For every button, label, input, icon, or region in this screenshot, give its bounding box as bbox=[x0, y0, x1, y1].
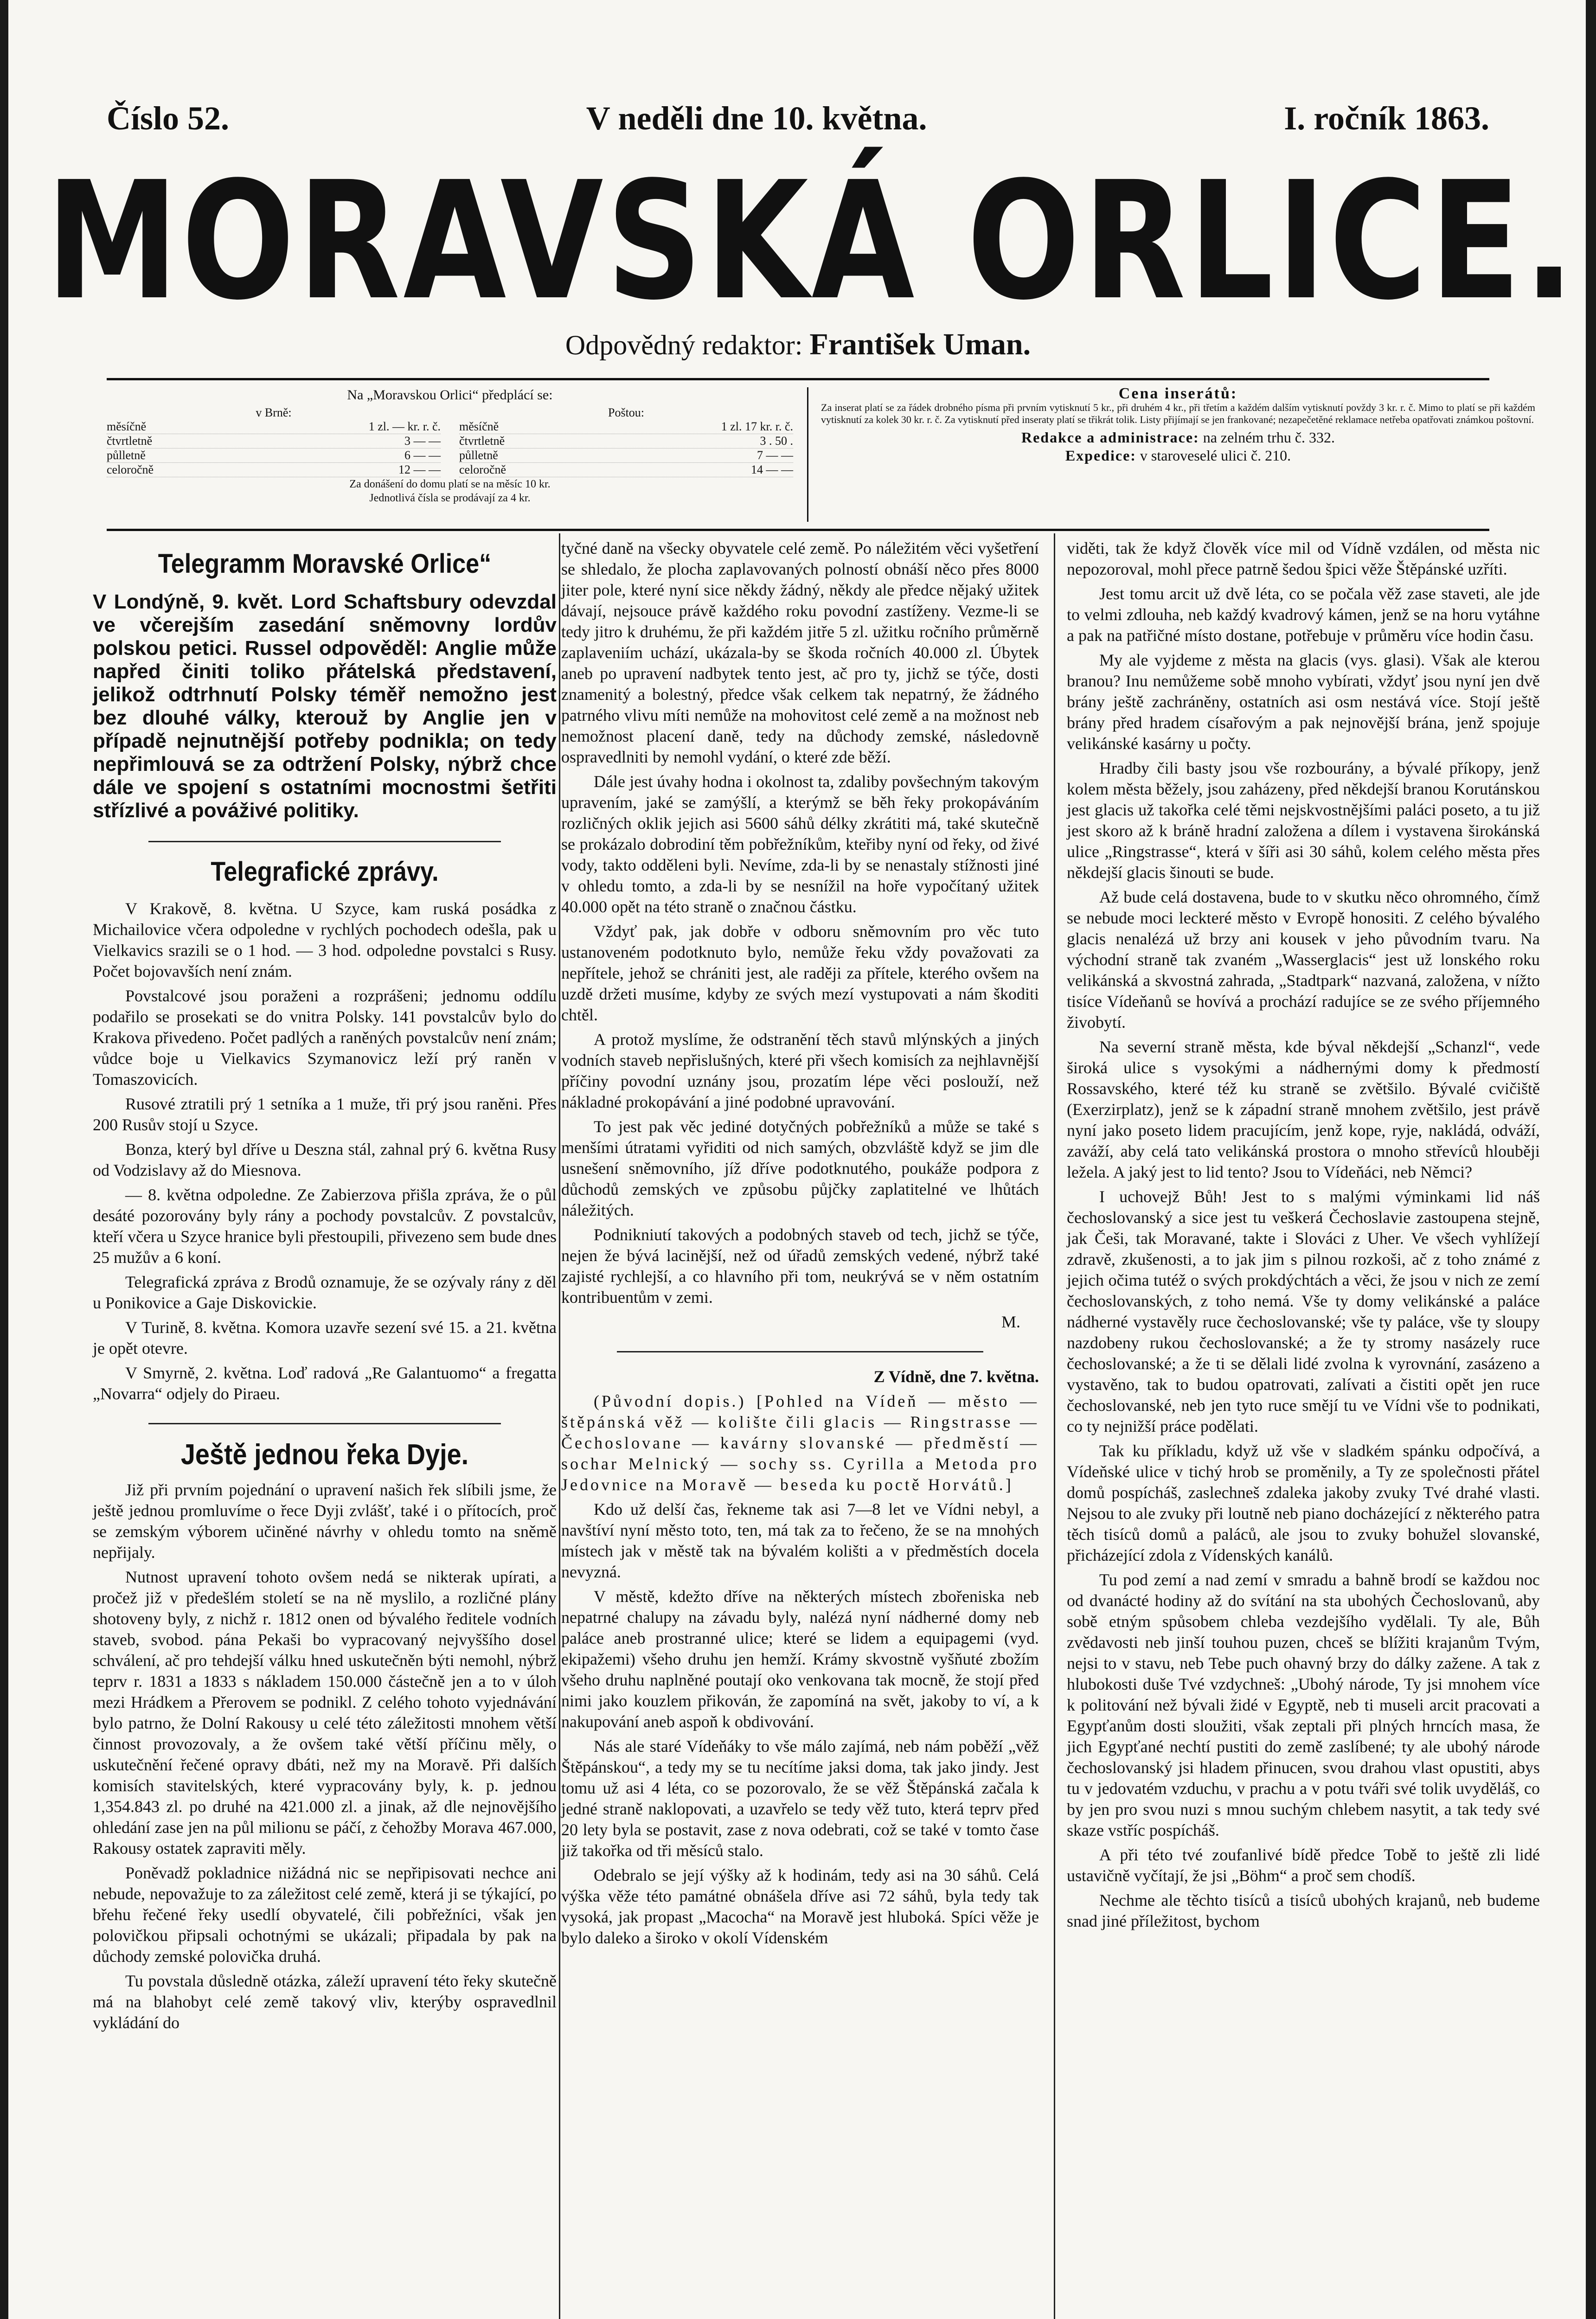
ads-box bbox=[816, 387, 1540, 522]
section-separator bbox=[148, 1423, 501, 1424]
article-paragraph: Odebralo se její výšky až k hodinám, tedy asi na 30 sáhů. Celá výška věže této památné obnášela dříve asi 72 sáhů, byla tedy tak vysoká, jak propast „Macocha“ na Moravě jest hluboká. Spíci věže je bylo daleko a široko v okolí Vídenském bbox=[561, 1866, 1039, 1947]
ads-body: Za inserat platí se za řádek drobného písma při prvním vytisknutí 5 kr., při druhém 4 kr., při třetím a každém dalším vytisknutí povždy 3 kr. r. č. Mimo to platí se při každém vytisknutí za kolek 30 kr. r. č. Za vytisknutí před inseraty platí se třikrát tolik. Listy přijímají se jen frankované; nezapečetěné reklamace netřeba opatřovati známkou poštovní. bbox=[821, 402, 1535, 425]
telegram-heading: Telegramm Moravské Orlice“ bbox=[158, 549, 492, 579]
header-bottom-rule bbox=[107, 529, 1489, 531]
article-paragraph: Nechme ale těchto tisíců a tisíců ubohých krajanů, neb budeme snad jiné příležitost, bychom bbox=[1067, 1891, 1540, 1930]
article-signature: M. bbox=[1001, 1313, 1020, 1331]
ads-title: Cena inserátů: bbox=[1118, 385, 1238, 402]
issue-number: Číslo 52. bbox=[107, 99, 230, 137]
price-row: měsíčně 1 zl. 17 kr. r. č. bbox=[459, 420, 793, 433]
subscription-post bbox=[459, 406, 793, 477]
price-row: půlletně 6 — — bbox=[107, 448, 441, 462]
office-line: Redakce a administrace: na zelném trhu č. 332. bbox=[1021, 429, 1335, 446]
header-divider bbox=[807, 387, 808, 522]
news-paragraph: Telegrafická zpráva z Brodů oznamuje, že se ozývaly rány z děl u Ponikovice a Gaje Diskovickie. bbox=[93, 1273, 557, 1312]
masthead-title: MORAVSKÁ ORLICE. bbox=[46, 147, 1577, 336]
price-row: půlletně 7 — — bbox=[459, 448, 793, 462]
article-paragraph: Poněvadž pokladnice nižádná nic se nepřipisovati nechce ani nebude, nepovažuje to za záležitost celé země, která ji se týkající, po břehu řečené řeky usedlí obyvatelé, čili pobřežníci, však jen polovičkou připsali ochotnými se ukázali; připadala by pak na důchody zemské polovička druhá. bbox=[93, 1864, 557, 1966]
article-paragraph: tyčné daně na všecky obyvatele celé země. Po náležitém věci vyšetření se shledalo, že plocha zaplavovaných polností obnáší něco přes 8000 jiter pole, které nyní sice někdy žádný, někdy ale předce nějaký užitek dávají, nejsouce právě každého roku povodní zastíženy. Vezme-li se tedy jitro k druhému, že při každém jitře 5 zl. užitku ročního průměrně zaplaveniím uchází, ukázala-by se škoda ročních 40.000 zl. Úbytek aneb po upravení nadbytek tento jest, ač pro ty, jichž se týče, dosti znamenitý a bolestný, předce však celkem tak nepatrný, že žádného patrného vlivu míti nemůže na mohovitost celé země a na možnost neb nemožnost placení daně, tedy na důchody zemské, následovně ospravedlniti by nemohl vydání, o které zde běží. bbox=[561, 539, 1039, 766]
issue-date: V neděli dne 10. května. bbox=[586, 99, 927, 137]
subscription-box bbox=[107, 387, 793, 522]
news-paragraph: Rusové ztratili prý 1 setníka a 1 muže, tři prý jsou raněni. Přes 200 Rusův stojí u Szyce. bbox=[93, 1095, 557, 1134]
price-row: celoročně 14 — — bbox=[459, 463, 793, 476]
editor-label: Odpovědný redaktor: bbox=[565, 330, 803, 360]
news-paragraph: V Smyrně, 2. května. Loď radová „Re Galantuomo“ a fregatta „Novarra“ odjely do Piraeu. bbox=[93, 1364, 557, 1403]
subscription-brno bbox=[107, 406, 441, 477]
vienna-heading: Z Vídně, dne 7. května. bbox=[873, 1367, 1039, 1386]
editor-name: František Uman. bbox=[809, 327, 1031, 361]
column-1 bbox=[93, 538, 557, 2037]
dyje-heading: Ještě jednou řeka Dyje. bbox=[180, 1439, 469, 1471]
article-paragraph: Dále jest úvahy hodna i okolnost ta, zdaliby povšechným takovým upravením, jaké se zamýšlí, a kterýmž se běh řeky prokopáváním rozličných oklik jejich asi 5600 sáhů délky zkrátiti má, také skutečně se prokázalo dobrodiní těm pobřežníkům, kteřiby nyní od řeky, od živé vody, takto odděleni byli. Nevíme, zda-li by se nenastaly stížnosti jiné v ohledu tomto, a zda-li by se nesnížil na hoře vypočítaný užitek 40.000 opět na této straně o značnou částku. bbox=[561, 772, 1039, 916]
column-rule bbox=[559, 533, 560, 2319]
single-copy-note: Jednotlivá čísla se prodávají za 4 kr. bbox=[369, 492, 531, 504]
vienna-subheading: (Původní dopis.) [Pohled na Vídeň — město — štěpánská věž — kolište čili glacis — Ringstrasse — Čechoslovane — kavárny slovanské — předměstí — sochar Melnický — sochy ss. Cyrilla a Metoda pro Jedovnice na Moravě — beseda ku poctě Horvátů.] bbox=[561, 1392, 1039, 1494]
price-row: čtvrtletně 3 — — bbox=[107, 434, 441, 448]
article-paragraph: I uchovejž Bůh! Jest to s malými výminkami lid náš čechoslovanský a sice jest tu veškerá Čechoslavie zastoupena stejně, jak Češi, tak Moravané, takte i Slováci z Uher. Ve všech vyhlížejí zdravě, zkušenosti, a to jak jim s pilnou rozkoši, ač z toho známé z jejich očima tutéž o svých prokdýchtách a věci, že jsou v nich ze zemí čechoslovanských, z toho nemá. Vše ty domy velikánské a paláce nádherné vystavěly ruce čechoslovanské; vše ty paláce, vše ty sloupy nazdobeny rukou čechoslovanské; a že ty stromy nasázely ruce čechoslovanské; a že ti se dělali lidé zvolna k vyrovnání, zasázeno a vystavěno, tak to budou opatrovati, zalívati a čistiti opět jen ruce čechoslovanské, neb jen tyto ruce smějí tu ve Vídni vše to podnikati, co ty nejnižší práce podělati. bbox=[1067, 1187, 1540, 1435]
section-separator bbox=[617, 1351, 983, 1352]
post-head: Poštou: bbox=[608, 406, 645, 419]
article-paragraph: Tu pod zemí a nad zemí v smradu a bahně brodí se každou noc od dvanácté hodiny až do svítání na sta ubohých Čechoslovanů, aby sobě etným spůsobem chleba vezdejšího vydělali. Ty ale, Bůh zvědavosti neb jinší touhou puzen, chceš se blížiti krajanům Tvým, nejsi to v stavu, neb Tebe puch ohavný brzy do dálky zažene. A tak z hlubokosti duše Tvé vzdychneš: „Ubohý národe, Ty jsi mnohem více k politování než bývali židé v Egyptě, neb ti museli arcit pracovati a Egypťanům dosti sloužiti, však zeptali při plných hrncích masa, že jich Egypťané nechtí pustiti do země zaslíbené; ty ale ubohý národe čechoslovanský jsi hladem přinucen, svou drahou vlast opustiti, abys tu v jedovatém vzduchu, v prachu a v potu tváři své tolik uvyděláš, co by jen pro svou nuzi s mnou suchým chlebem nasytit, a tak tedy své skaze vstříc pospícháš. bbox=[1067, 1570, 1540, 1839]
article-paragraph: My ale vyjdeme z města na glacis (vys. glasi). Však ale kterou branou? Inu nemůžeme sobě mnoho vybírati, vždyť jsou nyní jen dvě brány ještě zachráněny, ostatních asi osm nestává více. Stojí ještě brány před hradem císařovým a pak nejnovější brána, jenž spojuje velikánské kasárny u počty. bbox=[1067, 651, 1540, 753]
news-paragraph: Bonza, který byl dříve u Deszna stál, zahnal prý 6. května Rusy od Vodzislavy až do Miesnova. bbox=[93, 1140, 557, 1179]
price-row: měsíčně 1 zl. — kr. r. č. bbox=[107, 420, 441, 433]
price-row: čtvrtletně 3 . 50 . bbox=[459, 434, 793, 448]
news-paragraph: V Krakově, 8. května. U Szyce, kam ruská posádka z Michailovice včera odpoledne v rychlých pochodech odešla, pak u Vielkavics srazili se o 1 hod. — 3 hod. odpoledne povstalci s Rusy. Počet bojovavších není znám. bbox=[93, 899, 557, 980]
section-separator bbox=[148, 841, 501, 842]
article-paragraph: Nutnost upravení tohoto ovšem nedá se nikterak upírati, a pročež již v předešlém století se na ně myslilo, a rozličné plány shotoveny byly, z nichž r. 1812 onen od bývalého ředitele vodních staveb, svobod. pána Pekaši bo vypracovaný nejvyššího dosel schválení, ač pro tehdejší válku hned uskutečněn býti nemohl, nýbrž teprv r. 1831 a 1833 s nákladem 150.000 částečně jen a to v úloh mezi Hrádkem a Přerovem se podnikl. Z celého tohoto vyjednávání bylo patrno, že Dolní Rakousy u celé této záležitosti mnohem větší činnost provozovaly, a že ovšem také větší příčinu měly, o uskutečnění řečené opravy dbáti, než my na Moravě. Při dalších komisích stavitelských, které vypracovány byly, k. p. jednou 1,354.843 zl. po druhé na 421.000 zl. a jinak, až dle nejnovějšího ohledání zase jen na půl milionu se páčí, z čehožby Morava 467.000, Rakousy ostatek zapraviti měly. bbox=[93, 1568, 557, 1858]
subscription-title: Na „Moravskou Orlici“ předplácí se: bbox=[347, 387, 553, 403]
news-paragraph: — 8. května odpoledne. Ze Zabierzova přišla zpráva, že o půl desáté pozorovány byly rány a pochody povstalcův. Z povstalcův, kteří včera u Szyce hranice byli přestoupili, přivezeno sem bude dnes 25 mužův a 6 koní. bbox=[93, 1185, 557, 1267]
news-paragraph: Povstalcové jsou poraženi a rozprášeni; jednomu oddílu podařilo se prosekati se do vnitra Polsky. 141 povstalcův bylo do Krakova přivedeno. Počet padlých a raněných povstalcův není znám; vůdce boje u Vielkavics Szymanovicz leží prý raněn v Tomaszovicích. bbox=[93, 987, 557, 1089]
article-paragraph: A protož myslíme, že odstranění těch stavů mlýnských a jiných vodních staveb nepřislušných, které při všech komisích za nejhlavnější příčiny povodní uznány jsou, prozatím lépe věci poslouží, než nákladné prokopávání a jiné podobné upravování. bbox=[561, 1030, 1039, 1111]
article-paragraph: Na severní straně města, kde býval někdejší „Schanzl“, vede široká ulice s vysokými a nádhernými domy k předmostí Rossavského, které též ku straně se zvětšilo. Bývalé cvičiště (Exerzirplatz), jenž se k západní straně mnohem zvětšilo, jest právě nyní jako poseto lidem pracujícím, jenž kope, ryje, nakládá, odváží, zaváží, aby celá tato velikánská prostora o mnoho střevíců hlouběji ležela. A jaký jest to lid tento? Jsou to Vídeňáci, neb Němci? bbox=[1067, 1038, 1540, 1181]
editor-line bbox=[0, 327, 1596, 362]
issue-year: I. ročník 1863. bbox=[1284, 99, 1489, 137]
article-paragraph: V městě, kdežto dříve na některých místech zbořeniska neb nepatrné chalupy na závadu byly, nalézá nyní nádherné domy neb paláce aneb prostranné ulice; které se lidem a equipagemi (vyd. ekipažemi) všeho druhu jen hemží. Krámy skvostně vyšňuté zbožím všeho druhu naplněné poutají oko venkovana tak mocně, že stojí před nimi jako kouzlem přikován, že zapomíná na svět, jakoby to ví, a k nakupování aneb aspoň k obdivování. bbox=[561, 1587, 1039, 1731]
telegraphic-news-heading: Telegrafické zprávy. bbox=[211, 857, 439, 887]
column-3 bbox=[1067, 538, 1540, 1935]
news-paragraph: V Turině, 8. května. Komora uzavře sezení své 15. a 21. května je opět otevre. bbox=[93, 1318, 557, 1358]
article-paragraph: Tu povstala důsledně otázka, záleží upravení této řeky skutečně má na blahobyt celé země takový vliv, kterýby ospravedlnil vykládání do bbox=[93, 1972, 557, 2032]
column-2 bbox=[561, 538, 1039, 1952]
expedice-line: Expedice: v staroveselé ulici č. 210. bbox=[1065, 447, 1291, 464]
delivery-note: Za donášení do domu platí se na měsíc 10 kr. bbox=[349, 478, 551, 490]
article-paragraph: Kdo už delší čas, řekneme tak asi 7—8 let ve Vídni nebyl, a navštíví nyní město toto, ten, má tak za to řečeno, že se na mnohých místech jak v městě tak na bývalém kolišti a v předměstích docela nevyzná. bbox=[561, 1500, 1039, 1581]
brno-head: v Brně: bbox=[256, 406, 292, 419]
article-paragraph: viděti, tak že když člověk více mil od Vídně vzdálen, od města nic nepozoroval, mohl přece patrně šedou špici věže Štěpánské uzříti. bbox=[1067, 539, 1540, 578]
article-paragraph: Tak ku příkladu, když už vše v sladkém spánku odpočívá, a Vídeňské ulice v tichý hrob se proměnily, a Ty ze společnosti přátel domů pospícháš, zaslechneš zdaleka jakoby zvuky Tvé drahé vlasti. Nejsou to ale zvuky při loutně neb piano docházející z některého patra těch tisíců domů a paláců, ale jsou to zvuky bohužel slovanské, přicházející zdola z Vídenských kanálů. bbox=[1067, 1441, 1540, 1564]
article-paragraph: Hradby čili basty jsou vše rozbourány, a bývalé příkopy, jenž kolem města běžely, jsou zaházeny, před někdejší branou Korutánskou jest glacis už takořka celé těmi nejskvostnějšími paláci poseto, a tu již jest skoro až k bráně hradní založena a dílem i vystavena širokánská ulice „Ringstrasse“, která v šíři asi 30 sáhů, kolem celého města přes někdejší glacis šinouti se bude. bbox=[1067, 759, 1540, 882]
article-paragraph: Již při prvním pojednání o upravení našich řek slíbili jsme, že ještě jednou promluvíme o řece Dyji zvlášť, také i o přítocích, proč se zemským výborem učiněné návrhy v ohledu tomto na sněmě nepřijaly. bbox=[93, 1480, 557, 1562]
article-paragraph: Jest tomu arcit už dvě léta, co se počala věž zase staveti, ale jde to velmi zdlouha, neb každý kvadrový kámen, jenž se na horu vytáhne a pak na patřičné místo dostane, potřebuje v průměru více hodin času. bbox=[1067, 584, 1540, 645]
telegram-text: V Londýně, 9. květ. Lord Schaftsbury odevzdal ve včerejším zasedání sněmovny lordův polskou petici. Russel odpověděl: Anglie může napřed činiti toliko přátelská představení, jelikož odtrhnutí Polsky téměř nemožno jest bez dlouhé války, kterouž by Anglie jen v případě nejnutnější potřeby podnikla; on tedy nepřimlouvá se za odtržení Polsky, nýbrž chce dále ve spojení s ostatními mocnostmi šetřiti střízlivé a pováživé politiky. bbox=[93, 590, 557, 822]
header-rule bbox=[107, 378, 1489, 380]
article-paragraph: Nás ale staré Vídeňáky to vše málo zajímá, neb nám poběží „věž Štěpánskou“, a tedy my se tu necítíme jaksi doma, tak jako jindy. Jest tomu už asi 4 léta, co se pozorovalo, že se věž Štěpánská začala k jedné straně naklopovati, a uzavřelo se tedy věž tuto, která teprv před 20 lety byla se postavit, zase z nova odebrati, což se také v tomto čase již takořka od tři měsíců stalo. bbox=[561, 1737, 1039, 1860]
price-row: celoročně 12 — — bbox=[107, 463, 441, 476]
article-paragraph: Podnikniutí takových a podobných staveb od tech, jichž se týče, nejen že bývá lacinější, než od úřadů zemských vedené, nýbrž také zajisté rychlejší, a co hlavního při tom, neukrývá se v něm ostatním kontribuentům v zemi. bbox=[561, 1225, 1039, 1307]
article-paragraph: Vždyť pak, jak dobře v odboru sněmovním pro věc tuto ustanoveném podotknuto bylo, nemůže řeku vždy považovati za nepřítele, jehož se chrániti jest, ale raději za přítele, kterého ovšem na uzdě držeti musíme, kdyby ze svých mezí vystupovati a nám škoditi chtěl. bbox=[561, 922, 1039, 1024]
article-paragraph: A při této tvé zoufanlivé bídě předce Tobě to ještě zli lidé ustavičně vyčítají, že jsi „Böhm“ a proč sem chodíš. bbox=[1067, 1845, 1540, 1885]
dateline bbox=[107, 93, 1489, 144]
article-paragraph: Až bude celá dostavena, bude to v skutku něco ohromného, čímž se nebude moci leckteré město v Evropě honositi. Z celého bývalého glacis nenalézá už brzy ani kousek v jeho původním tvaru. Na východní straně tak zvaném „Wasserglacis“ jest už lonského roku velikánská a skvostná zahrada, „Stadtpark“ nazvaná, založena, v nížto tisíce Vídeňanů se hovívá a prochází radujíce se ze svého příjemného živobytí. bbox=[1067, 888, 1540, 1031]
column-rule bbox=[1054, 533, 1055, 2319]
article-paragraph: To jest pak věc jediné dotyčných pobřežníků a může se také s menšími útratami vyřiditi od nich samých, obzvláště když se jim dle usnešení sněmovního, jíž dříve podotknutého, poukáže podpora z důchodů zemských ve způsobu půjčky zaplatitelné ve lhůtách náležitých. bbox=[561, 1117, 1039, 1219]
